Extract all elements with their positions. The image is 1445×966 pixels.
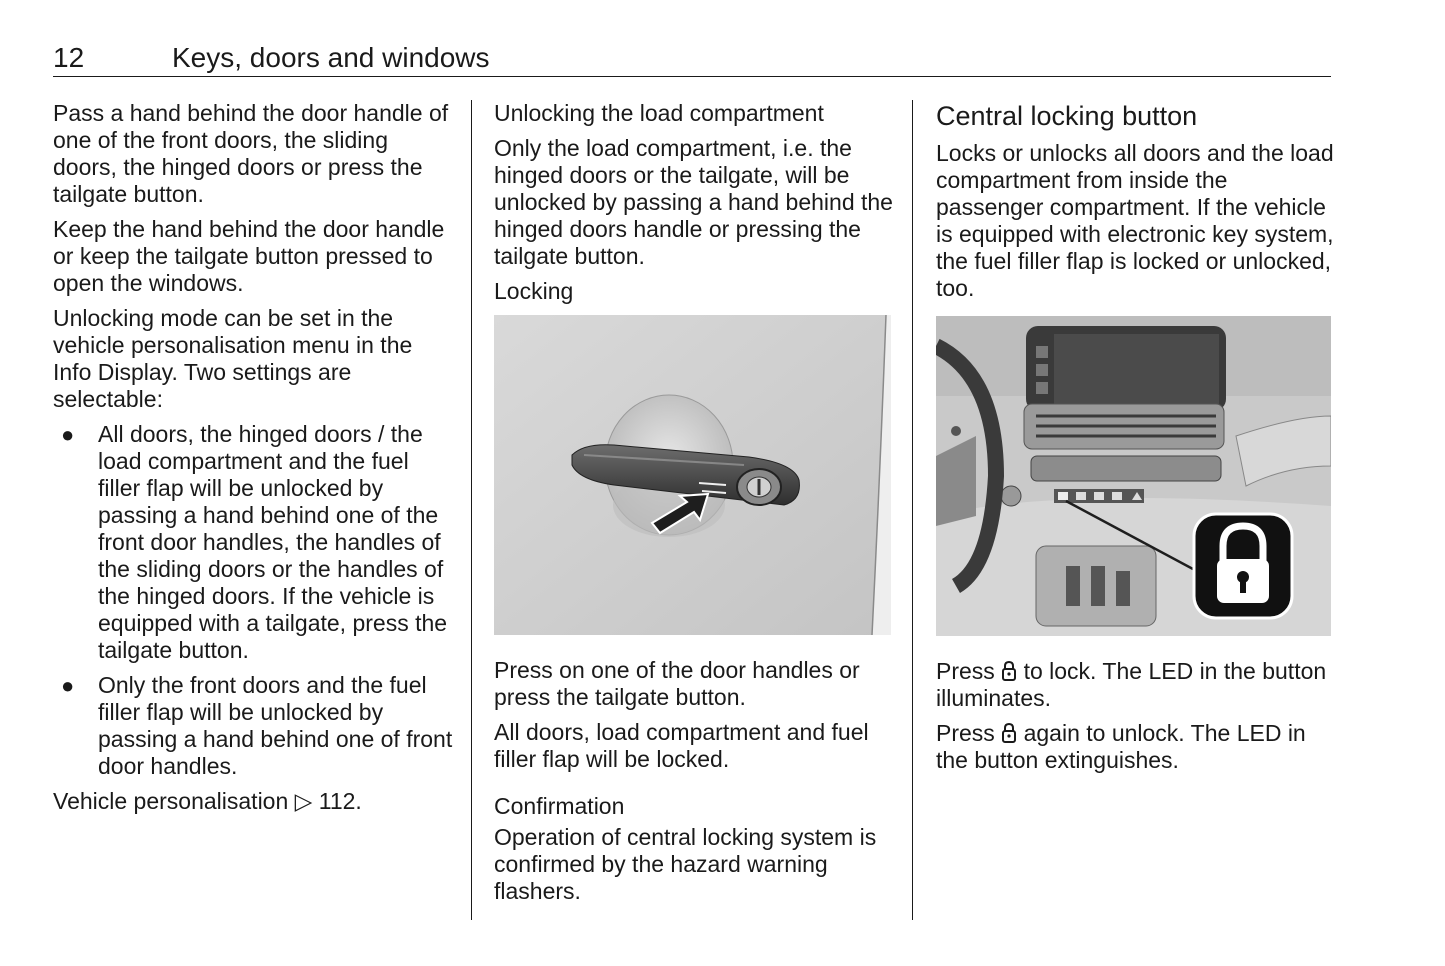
page-header bbox=[53, 42, 1331, 77]
page-number: 12 bbox=[53, 42, 85, 73]
list-item bbox=[53, 421, 453, 664]
paragraph: Operation of central locking system is confirmed by the hazard warning flashers. bbox=[494, 824, 877, 904]
page-title: Keys, doors and windows bbox=[172, 42, 490, 73]
paragraph: Keep the hand behind the door handle or keep the tailgate button pressed to open the windows. bbox=[53, 216, 445, 296]
cross-reference[interactable] bbox=[53, 788, 453, 815]
column-middle bbox=[494, 100, 894, 913]
reference-text: Vehicle personalisation bbox=[53, 788, 289, 814]
paragraph: Only the load compartment, i.e. the hinged doors or the tailgate, will be unlocked by passing a hand behind the hinged doors handle or pressing the tailgate button. bbox=[494, 135, 893, 269]
paragraph: Locks or unlocks all doors and the load compartment from inside the passenger compartment. If the vehicle is equipped with electronic key system, the fuel filler flap is locked or unlocked, too. bbox=[936, 140, 1334, 301]
list-item bbox=[53, 672, 453, 780]
list-item-text: Only the front doors and the fuel filler flap will be unlocked by passing a hand behind one of front door handles. bbox=[98, 672, 453, 779]
paragraph-press-to-lock: Press to lock. The LED in the button illuminates. bbox=[936, 658, 1327, 711]
door-handle-illustration bbox=[494, 315, 891, 635]
reference-arrow-icon: ▷ bbox=[294, 788, 313, 814]
paragraph: Pass a hand behind the door handle of one of the front doors, the sliding doors, the hinged doors or press the tailgate button. bbox=[53, 100, 449, 207]
list-item-text: All doors, the hinged doors / the load compartment and the fuel filler flap will be unlocked by passing a hand behind one of the front door handles, the handles of the sliding doors or the handles of the hinged doors. If the vehicle is equipped with a tailgate, press the tailgate button. bbox=[98, 421, 448, 663]
paragraph: Unlocking mode can be set in the vehicle personalisation menu in the Info Display. Two settings are selectable: bbox=[53, 305, 413, 412]
column-left bbox=[53, 100, 453, 823]
column-right bbox=[936, 100, 1336, 782]
section-heading-locking: Locking bbox=[494, 278, 574, 304]
paragraph: Press on one of the door handles or press the tailgate button. bbox=[494, 657, 860, 710]
section-heading-central-locking: Central locking button bbox=[936, 101, 1198, 131]
section-heading-confirmation: Confirmation bbox=[494, 793, 625, 819]
reference-page[interactable]: 112. bbox=[318, 788, 362, 814]
dashboard-illustration bbox=[936, 316, 1331, 636]
settings-list bbox=[53, 421, 453, 780]
bullet-dot-icon: ● bbox=[61, 422, 75, 447]
bullet-dot-icon: ● bbox=[61, 673, 75, 698]
column-divider-right bbox=[912, 100, 913, 920]
paragraph: All doors, load compartment and fuel filler flap will be locked. bbox=[494, 719, 869, 772]
lock-icon bbox=[1001, 660, 1017, 682]
column-divider-left bbox=[471, 100, 472, 920]
section-heading-unlocking-load: Unlocking the load compartment bbox=[494, 100, 824, 126]
lock-icon bbox=[1001, 722, 1017, 744]
paragraph-press-to-unlock: Press again to unlock. The LED in the button extinguishes. bbox=[936, 720, 1306, 773]
